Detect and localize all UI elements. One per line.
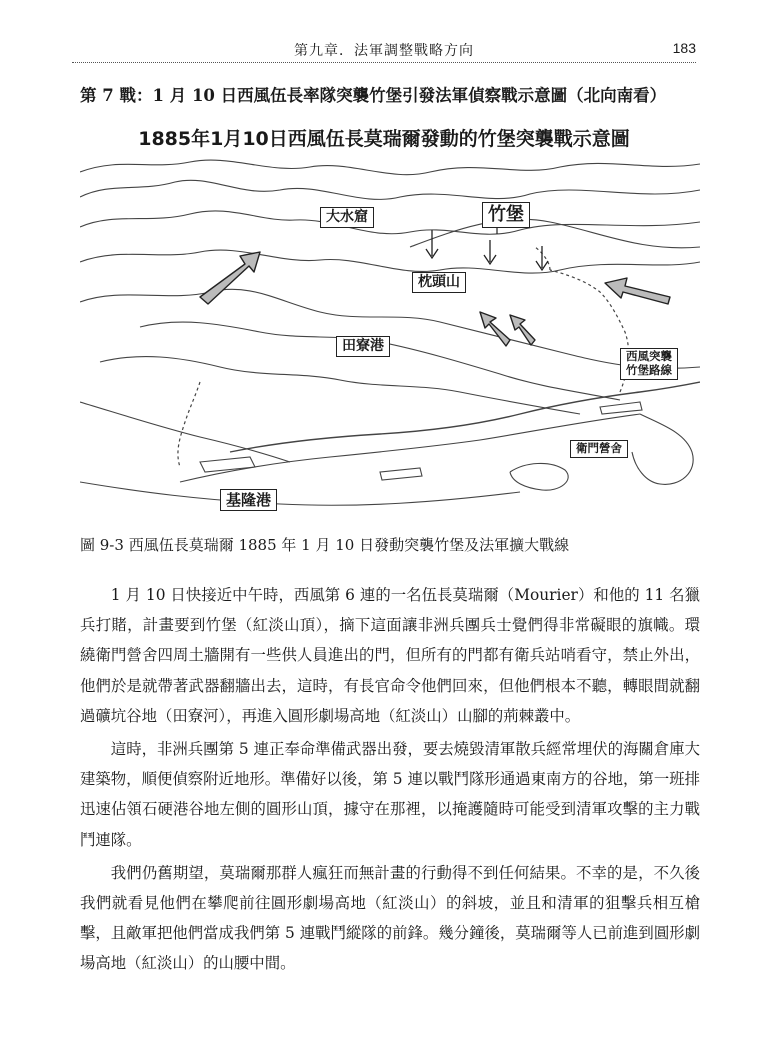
body-text	[80, 580, 700, 979]
label-zhentoushan: 枕頭山	[412, 272, 466, 293]
label-raid-route	[620, 348, 678, 380]
figure-caption: 圖 9-3 西風伍長莫瑞爾 1885 年 1 月 10 日發動突襲竹堡及法軍擴大戰線	[80, 536, 570, 554]
paragraph-3: 我們仍舊期望，莫瑞爾那群人瘋狂而無計畫的行動得不到任何結果。不幸的是，不久後我們就看見他們在攀爬前往圓形劇場高地（紅淡山）的斜坡，並且和清軍的狙擊兵相互槍擊，且敵軍把他們當成我們第 5 連戰鬥縱隊的前鋒。幾分鐘後，莫瑞爾等人已前進到圓形劇場高地（紅淡山）的山腰中間。	[80, 863, 700, 973]
label-dashuiku: 大水窟	[320, 207, 374, 228]
label-barracks: 衛門營舍	[570, 440, 628, 458]
chapter-title: 第九章．法軍調整戰略方向	[294, 43, 474, 59]
paragraph-2: 這時，非洲兵團第 5 連正奉命準備武器出發，要去燒毀清軍散兵經常埋伏的海關倉庫大建築物，順便偵察附近地形。準備好以後，第 5 連以戰鬥隊形通過東南方的谷地，第一班排迅速佔領石硬港谷地左側的圓形山頂，據守在那裡，以掩護隨時可能受到清軍攻擊的主力戰鬥連隊。	[80, 740, 700, 849]
figure-heading: 第 7 戰：1 月 10 日西風伍長率隊突襲竹堡引發法軍偵察戰示意圖（北向南看）	[80, 86, 667, 105]
battle-map	[80, 152, 700, 522]
paragraph-1: 1 月 10 日快接近中午時，西風第 6 連的一名伍長莫瑞爾（Mourier）和他的 11 名獵兵打賭，計畫要到竹堡（紅淡山頂），摘下這面讓非洲兵團兵士覺們得非常礙眼的旗幟。環繞衛門營舍四周土牆開有一些供人員進出的門，但所有的門都有衛兵站哨看守，禁止外出，他們於是就帶著武器翻牆出去，這時，有長官命令他們回來，但他們根本不聽，轉眼間就翻過礦坑谷地（田寮河），再進入圓形劇場高地（紅淡山）山腳的荊棘叢中。	[80, 586, 700, 725]
map-title: 1885年1月10日西風伍長莫瑞爾發動的竹堡突襲戰示意圖	[138, 128, 630, 150]
label-tianliaogang: 田寮港	[336, 336, 390, 357]
label-zhubao: 竹堡	[482, 202, 530, 228]
label-raid-route-line2: 竹堡路線	[626, 362, 672, 377]
label-keelung: 基隆港	[220, 489, 277, 511]
label-raid-route-line1: 西風突襲	[626, 349, 672, 363]
running-head	[72, 40, 696, 63]
page-number: 183	[672, 40, 696, 56]
map-drawing	[80, 152, 700, 522]
